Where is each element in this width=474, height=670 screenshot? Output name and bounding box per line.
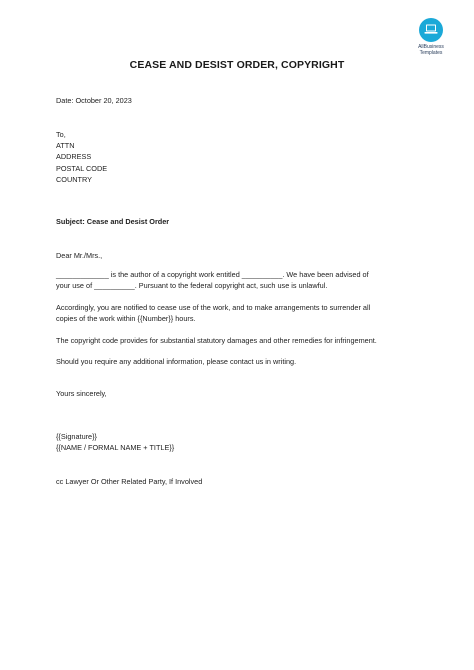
address-line: POSTAL CODE [56,163,108,173]
letter-closing: Yours sincerely, [56,389,107,398]
cc-line: cc Lawyer Or Other Related Party, If Involved [56,477,203,486]
paragraph-cease-notice [56,302,428,324]
paragraph-line: your use of __________. Pursuant to the federal copyright act, such use is unlawful. [56,281,328,291]
letter-date: Date: October 20, 2023 [56,96,132,105]
paragraph-line: copies of the work within {{Number}} hours. [56,314,196,324]
address-line: ATTN [56,141,75,151]
address-line: COUNTRY [56,174,92,184]
paragraph-damages: The copyright code provides for substantial statutory damages and other remedies for infringement. [56,336,377,345]
recipient-address [56,129,428,185]
signer-name-placeholder: {{NAME / FORMAL NAME + TITLE}} [56,443,175,453]
letter-salutation: Dear Mr./Mrs., [56,251,103,260]
document-title: CEASE AND DESIST ORDER, COPYRIGHT [129,59,345,71]
brand-logo [404,18,458,56]
logo-line-1: AllBusiness [418,44,444,50]
address-line: To, [56,130,66,139]
letter-subject: Subject: Cease and Desist Order [56,217,170,226]
laptop-icon [419,18,443,42]
signature-placeholder: {{Signature}} [56,432,97,441]
address-line: ADDRESS [56,152,92,162]
logo-line-2: Templates [419,50,443,56]
paragraph-author-notice [56,269,428,291]
paragraph-line: Accordingly, you are notified to cease use of the work, and to make arrangements to surrender all [56,303,371,312]
signature-block [56,431,428,453]
paragraph-contact: Should you require any additional information, please contact us in writing. [56,357,297,366]
paragraph-line: _____________ is the author of a copyright work entitled __________. We have been advised of [56,270,369,279]
